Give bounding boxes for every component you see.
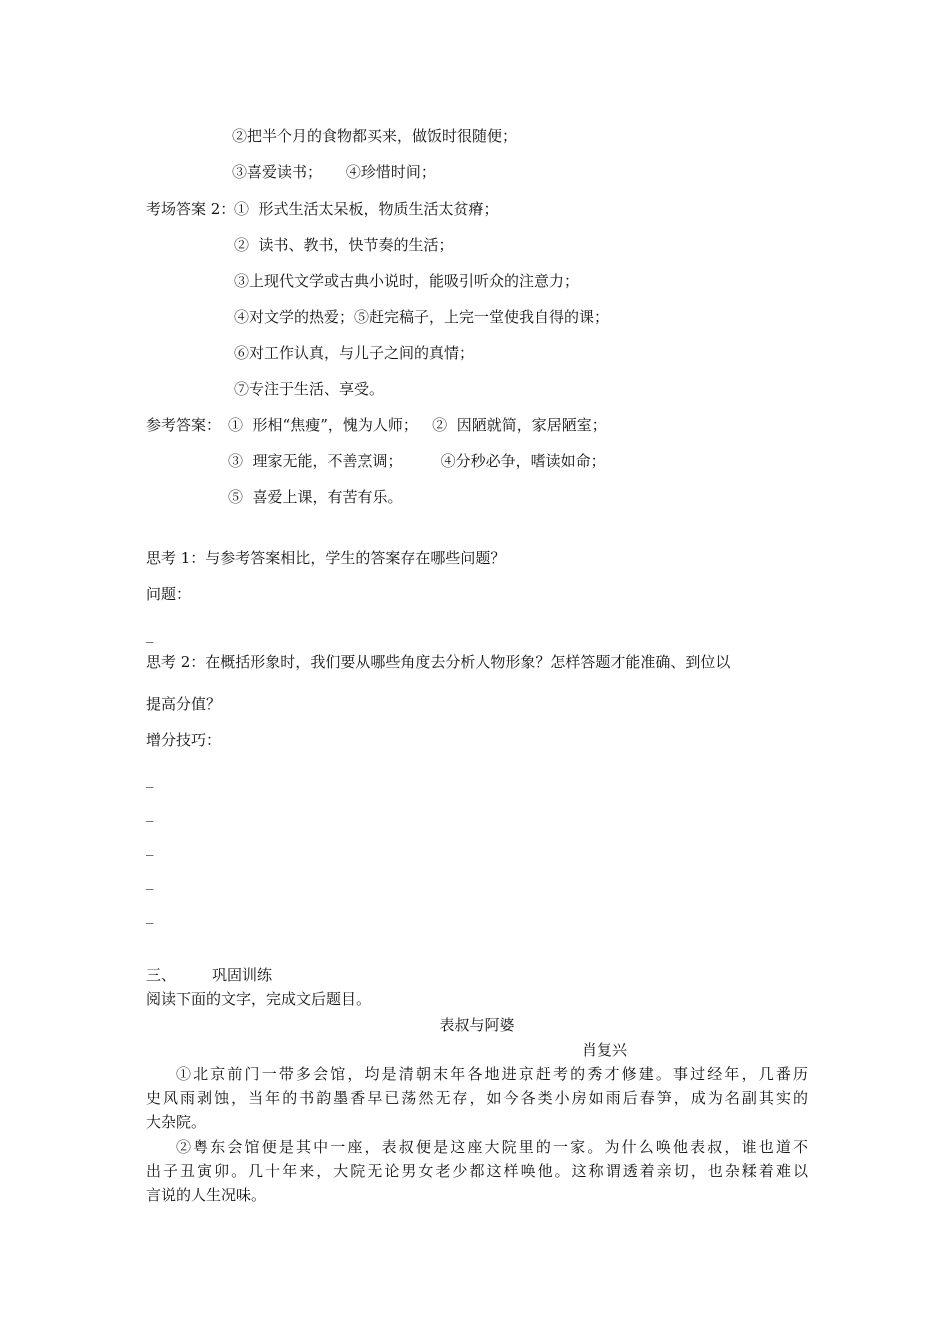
paragraph-1-line-3: 大杂院。 bbox=[146, 1113, 207, 1131]
tips-blank: _ bbox=[146, 906, 154, 924]
answer-1-item-3-4: ③喜爱读书； ④珍惜时间； bbox=[232, 163, 436, 181]
reference-label: 参考答案： bbox=[146, 416, 222, 434]
reference-item-1-2: ① 形相“焦瘦”，愧为人师； ② 因陋就简，家居陋室； bbox=[228, 416, 607, 434]
think-2-question-line-2: 提高分值？ bbox=[146, 695, 222, 713]
answer-2-item-7: ⑦专注于生活、享受。 bbox=[234, 380, 385, 398]
reference-item-3-4: ③ 理家无能，不善烹调； ④分秒必争，嗜读如命； bbox=[228, 452, 606, 470]
paragraph-2-line-3: 言说的人生况味。 bbox=[146, 1186, 267, 1204]
answer-2-item-2: ② 读书、教书，快节奏的生活； bbox=[234, 236, 454, 254]
tips-blank: _ bbox=[146, 770, 154, 788]
reference-item-5: ⑤ 喜爱上课，有苦有乐。 bbox=[228, 488, 403, 506]
section-3-instruction: 阅读下面的文字，完成文后题目。 bbox=[146, 990, 372, 1008]
article-author: 肖复兴 bbox=[582, 1041, 628, 1059]
paragraph-1-line-1: ①北京前门一带多会馆，均是清朝末年各地进京赶考的秀才修建。事过经年，几番历 bbox=[176, 1065, 808, 1083]
paragraph-1-line-2: 史风雨剥蚀，当年的书韵墨香早已荡然无存，如今各类小房如雨后春笋，成为名副其实的 bbox=[146, 1089, 808, 1107]
tips-blank: _ bbox=[146, 804, 154, 822]
problem-label: 问题： bbox=[146, 585, 192, 603]
paragraph-2-line-1: ②粤东会馆便是其中一座，表叔便是这座大院里的一家。为什么唤他表叔，谁也道不 bbox=[176, 1138, 808, 1156]
article-title: 表叔与阿婆 bbox=[439, 1016, 515, 1034]
answer-2-item-3: ③上现代文学或古典小说时，能吸引听众的注意力； bbox=[234, 272, 580, 290]
tips-blank: _ bbox=[146, 872, 154, 890]
answer-2-item-6: ⑥对工作认真，与儿子之间的真情； bbox=[234, 344, 475, 362]
think-1-question: 思考 1：与参考答案相比，学生的答案存在哪些问题？ bbox=[146, 549, 506, 567]
answer-1-item-2: ②把半个月的食物都买来，做饭时很随便； bbox=[232, 127, 518, 145]
paragraph-2-line-2: 出子丑寅卯。几十年来，大院无论男女老少都这样唤他。这称谓透着亲切，也杂糅着难以 bbox=[146, 1162, 808, 1180]
answer-2-label: 考场答案 2： bbox=[146, 200, 236, 218]
section-3-heading: 巩固训练 bbox=[212, 966, 273, 984]
tips-label: 增分技巧： bbox=[146, 731, 222, 749]
problem-blank: _ bbox=[146, 625, 154, 643]
answer-2-item-4-5: ④对文学的热爱；⑤赶完稿子，上完一堂使我自得的课； bbox=[234, 308, 610, 326]
section-3-number: 三、 bbox=[146, 966, 177, 984]
tips-blank: _ bbox=[146, 838, 154, 856]
answer-2-item-1: ① 形式生活太呆板，物质生活太贫瘠； bbox=[234, 200, 499, 218]
think-2-question-line-1: 思考 2：在概括形象时，我们要从哪些角度去分析人物形象？怎样答题才能准确、到位以 bbox=[146, 653, 731, 671]
